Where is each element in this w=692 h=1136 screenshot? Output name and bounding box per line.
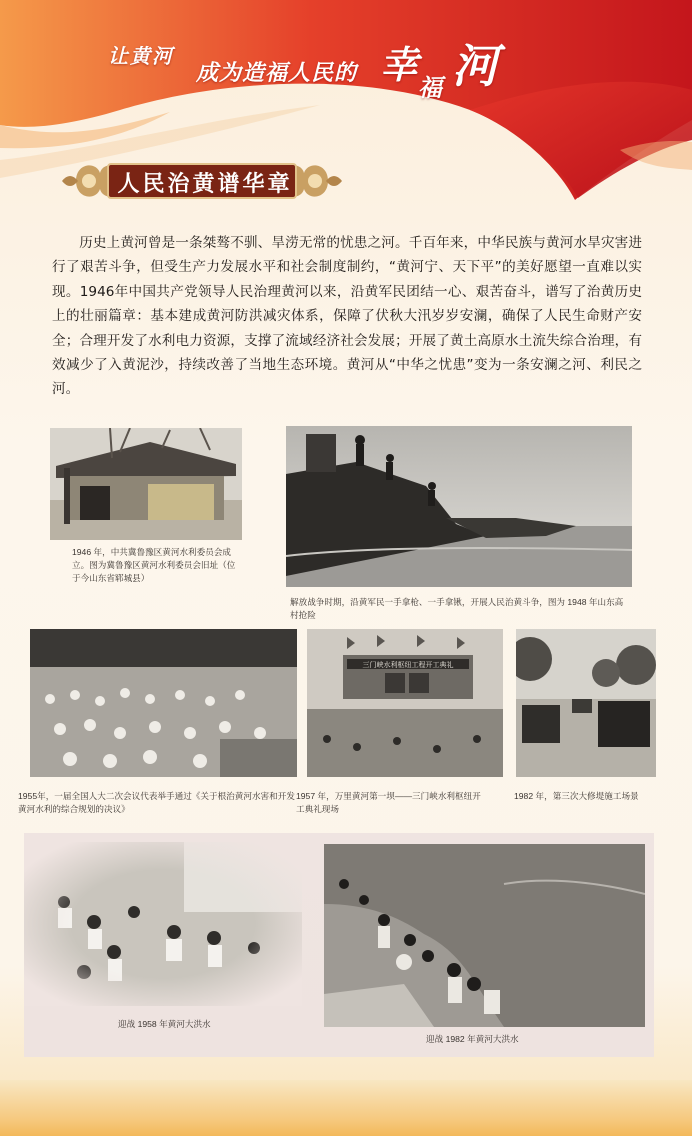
photo-1955-assembly — [30, 629, 297, 777]
photo-1982-flood — [324, 844, 645, 1027]
title-part1: 让黄河 — [108, 44, 174, 68]
caption-1946: 1946 年，中共冀鲁豫区黄河水利委员会成立。图为冀鲁豫区黄河水利委员会旧址（位于今山东省郓城县） — [72, 547, 236, 583]
photo-hq-building — [50, 428, 242, 540]
caption-1982-flood: 迎战 1982 年黄河大洪水 — [426, 1034, 519, 1044]
photo-1957-sanmenxia — [307, 629, 503, 777]
title-part2: 成为造福人民的 — [196, 60, 358, 86]
caption-1982-construction: 1982 年，第三次大修堤施工场景 — [514, 791, 639, 801]
title-char-he: 河 — [452, 39, 498, 93]
section-title: 人民治黄谱华章 — [117, 171, 293, 197]
photo-1948-gaocun-rescue — [286, 426, 632, 587]
section-heading-badge — [56, 155, 348, 207]
title-char-xing: 幸 — [380, 42, 419, 87]
intro-paragraph: 历史上黄河曾是一条桀骜不驯、旱涝无常的忧患之河。千百年来，中华民族与黄河水旱灾害进行了艰苦斗争，但受生产力发展水平和社会制度制约，“黄河宁、天下平”的美好愿望一直难以实现。1946年中国共产党领导人民治理黄河以来，沿黄军民团结一心、艰苦奋斗，谱写了治黄历史上的壮丽篇章：基本建成黄河防洪减灾体系，保障了伏秋大汛岁岁安澜，确保了人民生命财产安全；合理开发了水利电力资源，支撑了流域经济社会发展；开展了黄土高原水土流失综合治理，有效减少了入黄泥沙，持续改善了当地生态环境。黄河从“中华之忧患”变为一条安澜之河、利民之河。 — [52, 235, 642, 398]
bottom-decorative-strip — [0, 1080, 692, 1136]
photo-1982-trucks — [516, 629, 656, 777]
photo-1958-flood — [24, 842, 302, 1006]
poster-title — [108, 34, 528, 104]
ceremony-banner-text: 三门峡水利枢纽工程开工典礼 — [362, 661, 454, 669]
caption-1958-flood: 迎战 1958 年黄河大洪水 — [118, 1019, 211, 1029]
caption-1948: 解放战争时期，沿黄军民一手拿枪、一手拿锹，开展人民治黄斗争，图为 1948 年山东高村抢险 — [290, 597, 624, 620]
caption-1957: 1957 年，万里黄河第一坝——三门峡水利枢纽开工典礼现场 — [296, 791, 481, 814]
title-char-fu: 福 — [418, 73, 442, 102]
caption-1955: 1955年，一届全国人大二次会议代表举手通过《关于根治黄河水害和开发黄河水利的综合规划的决议》 — [18, 791, 295, 814]
